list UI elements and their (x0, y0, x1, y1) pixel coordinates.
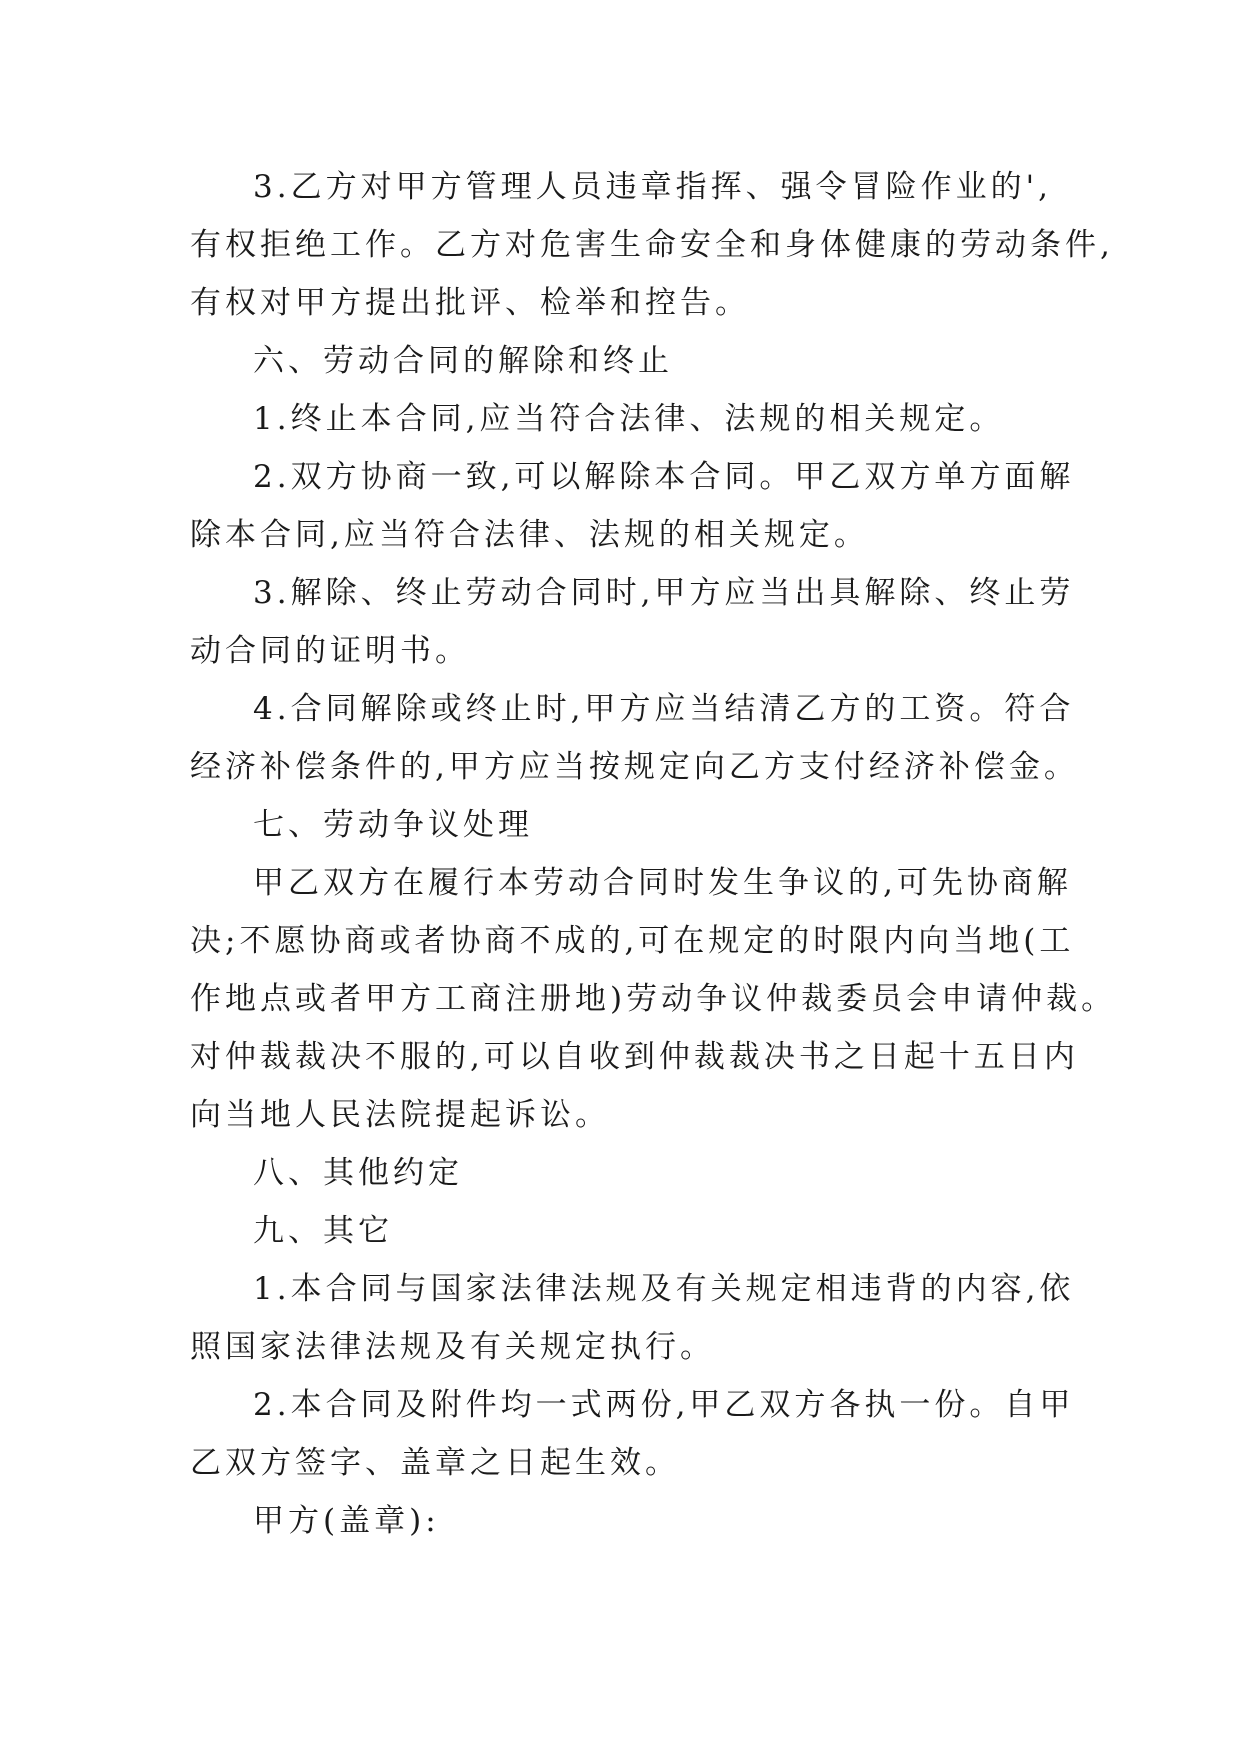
body-line: 2.本合同及附件均一式两份,甲乙双方各执一份。自甲 (253, 1387, 1075, 1423)
body-line: 1.终止本合同,应当符合法律、法规的相关规定。 (253, 401, 1005, 437)
body-line: 甲乙双方在履行本劳动合同时发生争议的,可先协商解 (253, 865, 1072, 901)
body-line: 对仲裁裁决不服的,可以自收到仲裁裁决书之日起十五日内 (190, 1039, 1079, 1075)
section-heading: 九、其它 (253, 1213, 393, 1249)
body-line: 照国家法律法规及有关规定执行。 (190, 1329, 715, 1365)
body-line: 有权对甲方提出批评、检举和控告。 (190, 285, 750, 321)
body-line: 1.本合同与国家法律法规及有关规定相违背的内容,依 (253, 1271, 1075, 1307)
section-heading: 六、劳动合同的解除和终止 (253, 343, 673, 379)
signature-label: 甲方(盖章): (253, 1503, 440, 1539)
body-line: 有权拒绝工作。乙方对危害生命安全和身体健康的劳动条件, (190, 227, 1114, 263)
body-line: 3.乙方对甲方管理人员违章指挥、强令冒险作业的', (253, 169, 1052, 205)
body-line: 4.合同解除或终止时,甲方应当结清乙方的工资。符合 (253, 691, 1075, 727)
body-line: 作地点或者甲方工商注册地)劳动争议仲裁委员会申请仲裁。 (190, 981, 1117, 1017)
body-line: 除本合同,应当符合法律、法规的相关规定。 (190, 517, 869, 553)
body-line: 乙双方签字、盖章之日起生效。 (190, 1445, 680, 1481)
body-line: 决;不愿协商或者协商不成的,可在规定的时限内向当地(工 (190, 923, 1075, 959)
body-line: 动合同的证明书。 (190, 633, 470, 669)
body-line: 向当地人民法院提起诉讼。 (190, 1097, 610, 1133)
section-heading: 七、劳动争议处理 (253, 807, 533, 843)
section-heading: 八、其他约定 (253, 1155, 463, 1191)
body-line: 3.解除、终止劳动合同时,甲方应当出具解除、终止劳 (253, 575, 1075, 611)
body-line: 经济补偿条件的,甲方应当按规定向乙方支付经济补偿金。 (190, 749, 1079, 785)
body-line: 2.双方协商一致,可以解除本合同。甲乙双方单方面解 (253, 459, 1075, 495)
